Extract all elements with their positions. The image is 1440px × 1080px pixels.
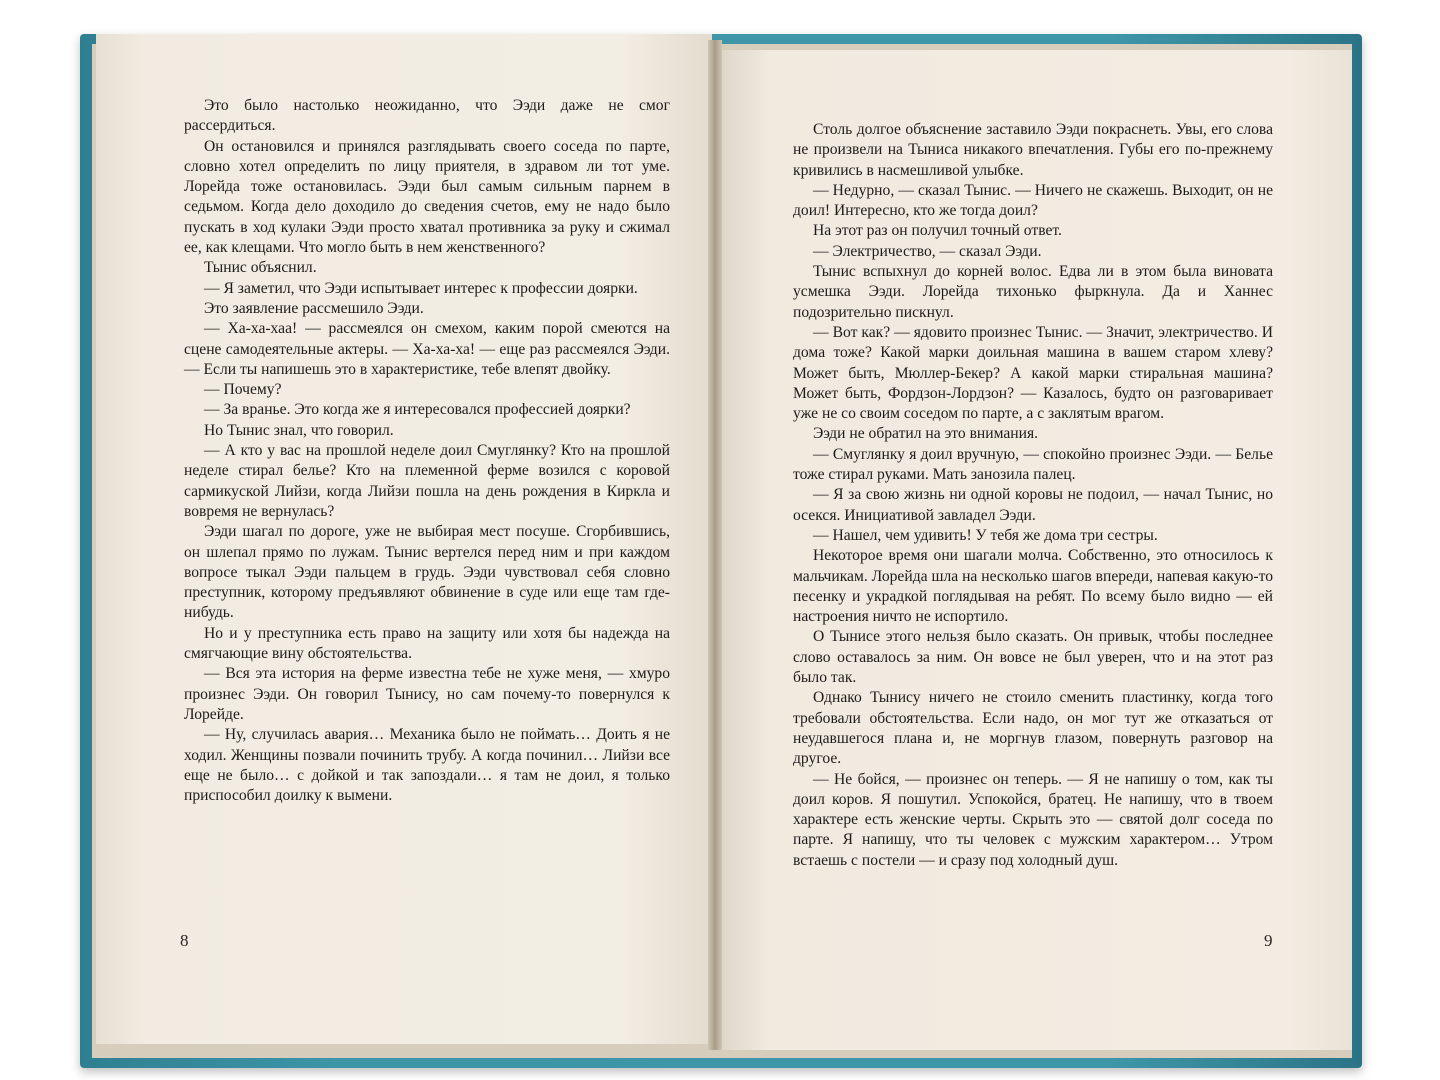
paragraph: Ээди не обратил на это внимания. xyxy=(813,425,1039,443)
paragraph: Тынис объяснил. xyxy=(204,259,317,277)
paragraph: — Я заметил, что Ээди испытывает интерес к профессии доярки. xyxy=(204,279,638,297)
paragraph: О Тынисе этого нельзя было сказать. Он привык, чтобы последнее слово оставалось за ним. Он вовсе не был уверен, что и на этот раз было так. xyxy=(793,628,1273,687)
paragraph: — Смуглянку я доил вручную, — спокойно произнес Ээди. — Белье тоже стирал руками. Мать занозила палец. xyxy=(793,445,1273,484)
left-page-text xyxy=(184,96,670,806)
paragraph: — Почему? xyxy=(204,381,282,399)
paragraph: — Недурно, — сказал Тынис. — Ничего не скажешь. Выходит, он не доил! Интересно, кто же тогда доил? xyxy=(793,181,1273,220)
paragraph: — А кто у вас на прошлой неделе доил Смуглянку? Кто на прошлой неделе стирал белье? Кто на племенной ферме возился с коровой сармикуской Лийзи, когда Лийзи пошла на день рождения в Киркла и вовремя не вернулась? xyxy=(184,442,670,520)
right-page-text xyxy=(793,120,1273,871)
paragraph: Но Тынис знал, что говорил. xyxy=(204,421,394,439)
paragraph: Это заявление рассмешило Ээди. xyxy=(204,299,424,317)
paragraph: Но и у преступника есть право на защиту или хотя бы надежда на смягчающие вину обстоятельства. xyxy=(184,624,670,663)
paragraph: Это было настолько неожиданно, что Ээди даже не смог рассердиться. xyxy=(184,97,670,135)
paragraph: — Вот как? — ядовито произнес Тынис. — Значит, электричество. И дома тоже? Какой марки доильная машина в вашем старом хлеву? Может быть, Мюллер-Бекер? А какой марки стиральная машина? Может быть, Фордзон-Лордзон? — Казалось, будто он разговаривает уже не со своим соседом по парте, а с заклятым врагом. xyxy=(793,323,1273,423)
paragraph: Однако Тынису ничего не стоило сменить пластинку, когда того требовали обстоятельства. Если надо, он мог тут же отказаться от неудавшегося плана и, не моргнув глазом, повернуть разговор на другое. xyxy=(793,689,1273,768)
paragraph: Он остановился и принялся разглядывать своего соседа по парте, словно хотел определить по лицу приятеля, в здравом ли тот уме. Лорейда тоже остановилась. Ээди был самым сильным парнем в седьмом. Когда дело доходило до сведения счетов, ему не надо было пускать в ход кулаки Ээди просто хватал противника за руку и сжимал ее, как клещами. Что могло быть в нем женственного? xyxy=(184,137,670,257)
page-number-right: 9 xyxy=(1264,931,1273,950)
book-gutter xyxy=(708,40,722,1050)
paragraph: — Ну, случилась авария… Механика было не поймать… Доить я не ходил. Женщины позвали починить трубу. А когда починил… Лийзи все еще не было… с дойкой и так запоздали… я там не доил, я только приспособил доилку к вымени. xyxy=(184,726,670,805)
paragraph: — Нашел, чем удивить! У тебя же дома три сестры. xyxy=(813,526,1158,544)
paragraph: — Электричество, — сказал Ээди. xyxy=(813,242,1042,260)
paragraph: Столь долгое объяснение заставило Ээди покраснеть. Увы, его слова не произвели на Тыниса никакого впечатления. Губы его по-прежнему кривились в насмешливой улыбке. xyxy=(793,121,1273,179)
paragraph: — Вся эта история на ферме известна тебе не хуже меня, — хмуро произнес Ээди. Он говорил Тынису, но сам почему-то повернулся к Лорейде. xyxy=(184,665,670,723)
paragraph: На этот раз он получил точный ответ. xyxy=(813,222,1062,240)
paragraph: — Я за свою жизнь ни одной коровы не подоил, — начал Тынис, но осекся. Инициативой завладел Ээди. xyxy=(793,486,1273,524)
paragraph: Тынис вспыхнул до корней волос. Едва ли в этом была виновата усмешка Ээди. Лорейда тихонько фыркнула. Да и Ханнес подозрительно пискнул. xyxy=(793,263,1273,321)
paragraph: — Не бойся, — произнес он теперь. — Я не напишу о том, как ты доил коров. Я пошутил. Успокойся, братец. Не напишу, что в твоем характере есть женские черты. Скрыть это — святой долг соседа по парте. Я напишу, что ты человек с мужским характером… Утром встаешь с постели — и сразу под холодный душ. xyxy=(793,770,1273,869)
paragraph: — За вранье. Это когда же я интересовался профессией доярки? xyxy=(204,401,631,419)
page-number-left: 8 xyxy=(180,931,189,950)
paragraph: Ээди шагал по дороге, уже не выбирая мест посуше. Сгорбившись, он шлепал прямо по лужам. Тынис вертелся перед ним и при каждом вопросе тыкал Ээди пальцем в грудь. Ээди чувствовал себя словно преступник, которому предъявляют обвинение в суде или еще там где-нибудь. xyxy=(184,523,670,622)
paragraph: — Ха-ха-хаа! — рассмеялся он смехом, каким порой смеются на сцене самодеятельные актеры. — Ха-ха-ха! — еще раз рассмеялся Ээди. — Если ты напишешь это в характеристике, тебе влепят двойку. xyxy=(184,320,670,378)
paragraph: Некоторое время они шагали молча. Собственно, это относилось к мальчикам. Лорейда шла на несколько шагов впереди, напевая какую-то песенку и украдкой поглядывая на ребят. По всему было видно — ей настроения ничто не испортило. xyxy=(793,547,1273,626)
